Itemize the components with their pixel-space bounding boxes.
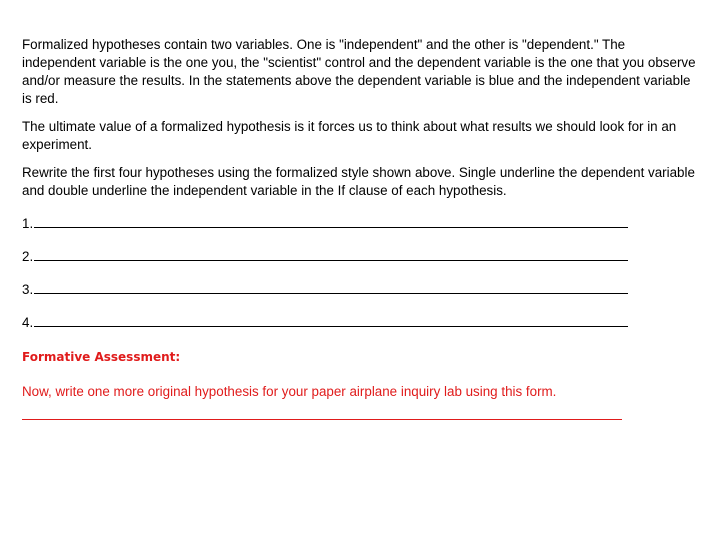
formative-prompt: Now, write one more original hypothesis for your paper airplane inquiry lab using this form. (22, 384, 557, 399)
answer-number: 2. (22, 249, 34, 264)
intro-paragraph: Formalized hypotheses contain two variables. One is "independent" and the other is "dependent." The independent variable is the one you, the "scientist" control and the dependent variable is the one that you observe and/or measure the results. In the statements above the dependent variable is blue and the independent variable is red. (22, 37, 696, 106)
answer-number: 4. (22, 315, 34, 330)
answer-number: 1. (22, 216, 34, 231)
answer-line-1[interactable] (22, 214, 628, 233)
instructions-paragraph: Rewrite the first four hypotheses using the formalized style shown above. Single underline the dependent variable and double underline the independent variable in the If clause of each hypothesis. (22, 165, 695, 198)
answer-line-4[interactable] (22, 313, 628, 332)
formative-answer-blank[interactable] (22, 419, 622, 420)
answer-blank[interactable] (34, 247, 628, 261)
answer-line-2[interactable] (22, 247, 628, 266)
formative-heading: Formative Assessment: (22, 350, 181, 364)
answer-blank[interactable] (34, 313, 628, 327)
worksheet-page (22, 36, 702, 420)
answer-number: 3. (22, 282, 34, 297)
value-paragraph: The ultimate value of a formalized hypothesis is it forces us to think about what results we should look for in an experiment. (22, 119, 677, 152)
answer-blank[interactable] (34, 214, 628, 228)
answer-line-3[interactable] (22, 280, 628, 299)
answer-blank[interactable] (34, 280, 628, 294)
